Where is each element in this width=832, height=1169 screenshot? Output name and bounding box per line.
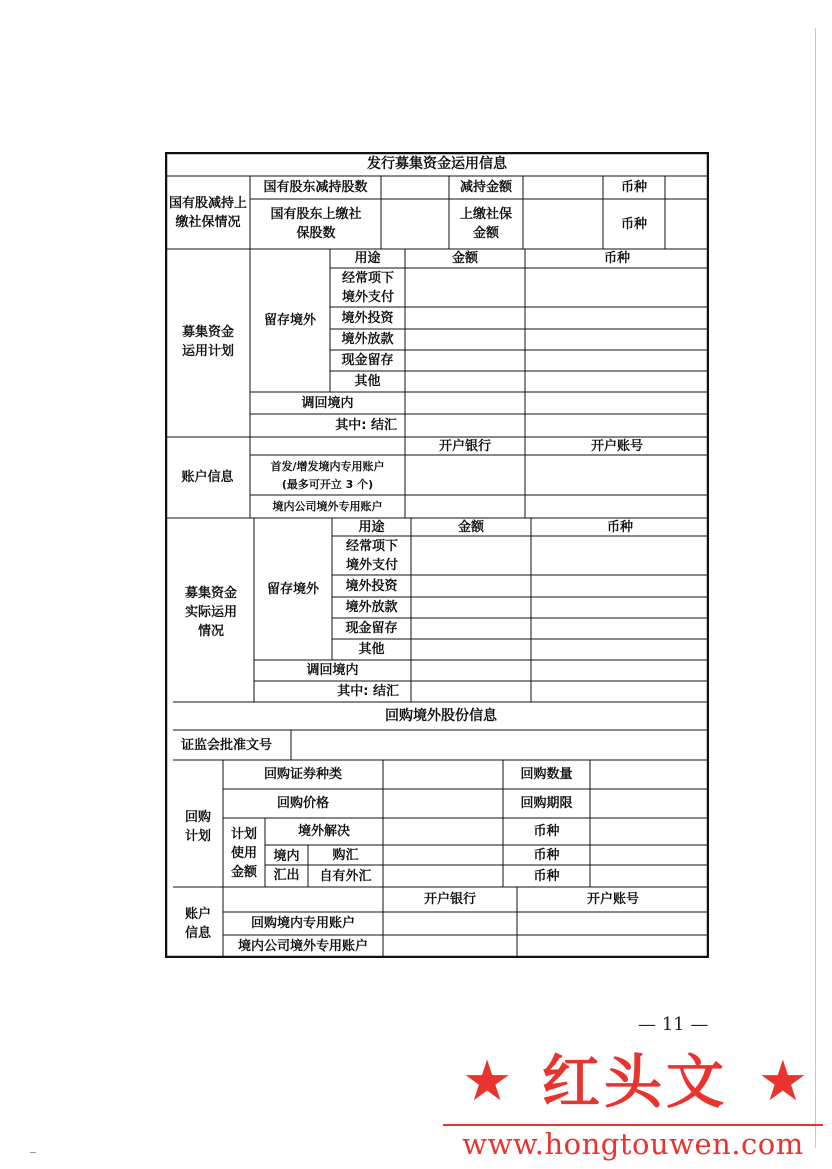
section-title-buyback: 回购境外股份信息 [385,707,497,724]
account-number-header: 开户账号 [590,438,643,454]
plan-repatriate-label: 调回境内 [301,395,354,411]
reduce-amount-label: 减持金额 [459,180,512,195]
state-share-label: 国有股减持上缴社保情况 [169,196,248,230]
actual-currency-header: 币种 [606,519,633,535]
actual-use-header: 用途 [358,519,385,535]
plan-item-cash-retain: 现金留存 [341,353,394,368]
state-reduce-shares-label: 国有股东减持股数 [263,180,368,195]
actual-repatriate-label: 调回境内 [306,663,359,678]
currency-label: 币种 [533,847,560,863]
currency-label: 币种 [533,868,560,884]
overseas-settle-label: 境外解决 [297,824,350,839]
buyback-price-label: 回购价格 [276,796,329,811]
account-bank-header: 开户银行 [438,438,491,454]
actual-retain-abroad-label: 留存境外 [266,581,319,597]
watermark-text: 红头文 [541,1048,728,1116]
currency-label: 币种 [533,824,560,839]
star-icon: ★ [757,1049,808,1114]
buyback-quantity-label: 回购数量 [520,767,573,782]
buyback-bank-header: 开户银行 [423,892,476,907]
account-info-label: 账户信息 [181,470,234,485]
actual-label: 募集资金实际运用情况 [184,585,237,639]
social-amount-label: 上缴社保金额 [459,207,512,241]
report-form-table [165,152,709,958]
actual-item-other: 其他 [358,642,385,657]
section-title-issuance: 发行募集资金运用信息 [367,155,507,172]
plan-retain-abroad-label: 留存境外 [263,313,316,328]
domestic-account-note: (最多可开立 3 个) [281,477,374,491]
plan-currency-header: 币种 [603,251,630,266]
plan-amount-header: 金额 [451,251,478,266]
domestic-remit-label: 境内汇出 [273,849,300,883]
page-number: — 11 — [638,1014,709,1035]
actual-item-current-account: 经常项下境外支付 [345,539,398,573]
currency-label: 币种 [620,180,647,195]
buyback-domestic-account-label: 回购境内专用账户 [250,916,355,931]
buyback-period-label: 回购期限 [520,796,573,811]
buyback-account-label: 账户信息 [184,907,211,941]
plan-use-header: 用途 [354,251,381,266]
overseas-account-label: 境内公司境外专用账户 [272,500,383,513]
currency-label: 币种 [620,216,647,232]
actual-item-cash-retain: 现金留存 [345,621,398,636]
star-icon: ★ [462,1049,513,1114]
margin-mark [30,1152,36,1153]
plan-item-current-account: 经常项下境外支付 [341,271,394,305]
plan-amount-label: 计划使用金额 [230,826,257,880]
plan-item-other: 其他 [354,374,381,389]
own-fx-label: 自有外汇 [319,868,372,884]
actual-item-overseas-investment: 境外投资 [345,578,398,594]
buyback-plan-label: 回购计划 [184,810,211,844]
buyback-number-header: 开户账号 [586,892,639,907]
csrc-approval-label: 证监会批准文号 [181,737,273,753]
actual-amount-header: 金额 [457,519,484,535]
watermark-divider [443,1124,823,1126]
page-edge-line [815,28,816,1148]
state-social-shares-label: 国有股东上缴社保股数 [270,207,362,241]
watermark-url: www.hongtouwen.com [462,1127,804,1161]
plan-label: 募集资金运用计划 [181,325,234,359]
actual-item-overseas-loan: 境外放款 [345,600,398,615]
plan-item-overseas-loan: 境外放款 [341,332,394,347]
watermark-title [462,1048,808,1116]
buyback-overseas-account-label: 境内公司境外专用账户 [237,939,368,954]
domestic-account-label: 首发/增发境内专用账户 [270,459,385,473]
purchase-fx-label: 购汇 [332,847,359,863]
actual-settle-label: 其中: 结汇 [337,684,399,699]
plan-item-overseas-investment: 境外投资 [341,310,394,326]
security-type-label: 回购证券种类 [263,767,342,782]
plan-settle-label: 其中: 结汇 [335,418,397,433]
